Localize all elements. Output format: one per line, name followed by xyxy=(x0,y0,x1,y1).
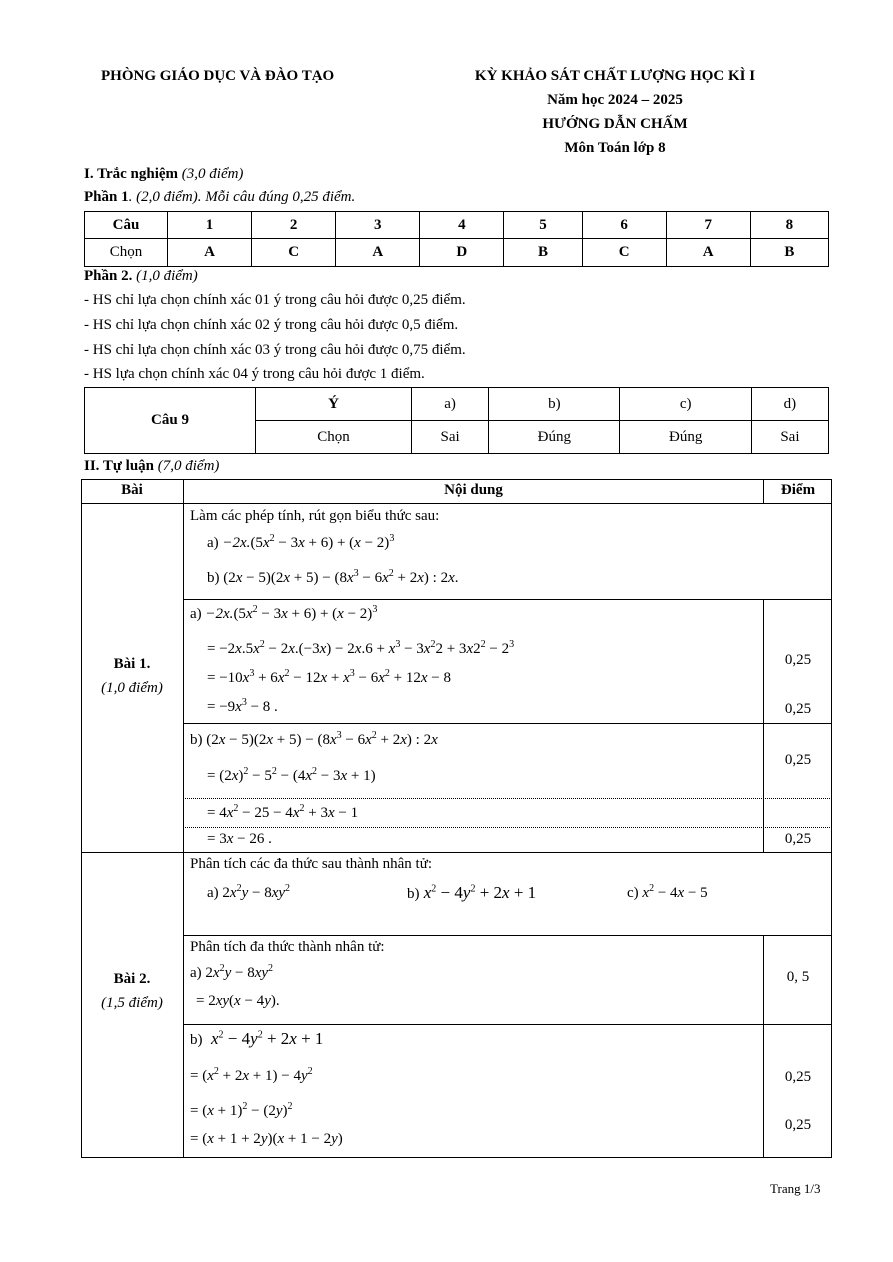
bai1-problem-b: b) $(2x - 5)(2x + 5) - (8x^3 - 6x^2 + 2x)$ : 2x. xyxy=(207,568,459,586)
bai2-sol-b-1: b) $x^2 - 4y^2 + 2x + 1$ xyxy=(190,1029,324,1048)
score-cell: 0,25 xyxy=(784,752,812,768)
bai2-problem-c: c) $x^2 - 4x - 5$ xyxy=(627,883,708,901)
part1-answer-table xyxy=(84,211,829,267)
divider xyxy=(81,852,832,853)
bai1-problem-a: $a) -2x.(5x^2 - 3x + 6) + (x - 2)^3$ xyxy=(207,533,395,551)
rule-line: - HS lựa chọn chính xác 04 ý trong câu hỏi được 1 điểm. xyxy=(84,366,425,382)
rule-line: - HS chỉ lựa chọn chính xác 03 ý trong câu hỏi được 0,75 điểm. xyxy=(84,342,466,358)
divider xyxy=(183,479,184,1158)
question-number: 6 xyxy=(582,212,666,239)
q9-chon-label: Chọn xyxy=(256,421,412,454)
divider xyxy=(183,1024,832,1025)
bai1-score: (1,0 điểm) xyxy=(101,680,163,696)
bai2-intro: Phân tích các đa thức sau thành nhân tử: xyxy=(190,856,433,872)
q9-item: b) xyxy=(489,388,620,421)
part2-title: II. Tự luận (7,0 điểm) xyxy=(84,458,220,474)
bai1-sol-a-1: $a) -2x.(5x^2 - 3x + 6) + (x - 2)^3$ xyxy=(190,604,378,622)
answer-cell: C xyxy=(252,239,336,267)
row-label-chon: Chọn xyxy=(85,239,168,267)
score-cell: 0,25 xyxy=(784,831,812,847)
col-diem-header: Điểm xyxy=(780,482,816,498)
bai1-sol-b-2: = $(2x)^2 - 5^2 - (4x^2 - 3x + 1)$ xyxy=(207,766,376,784)
page-number: Trang 1/3 xyxy=(770,1181,821,1196)
answer-cell: D xyxy=(420,239,504,267)
bai1-sol-b-1: b) $(2x - 5)(2x + 5) - (8x^3 - 6x^2 + 2x)$ : 2x xyxy=(190,730,438,748)
bai1-sol-b-3: = $4x^2 - 25 - 4x^2 + 3x - 1$ xyxy=(207,803,359,821)
bai2-sol-a-2: = 2xy(x − 4y). xyxy=(196,993,280,1009)
header-subject: Môn Toán lớp 8 xyxy=(564,140,666,156)
q9-answer: Đúng xyxy=(620,421,751,454)
q9-answer: Đúng xyxy=(489,421,620,454)
divider xyxy=(763,600,764,852)
question-number: 5 xyxy=(504,212,582,239)
question-number: 3 xyxy=(336,212,420,239)
q9-answer: Sai xyxy=(412,421,489,454)
score-cell: 0,25 xyxy=(784,1117,812,1133)
score-cell: 0, 5 xyxy=(786,969,810,985)
divider xyxy=(81,503,832,504)
bai2-problem-b: b) $x^2 - 4y^2 + 2x + 1$ xyxy=(407,883,537,902)
rule-line: - HS chỉ lựa chọn chính xác 01 ý trong câu hỏi được 0,25 điểm. xyxy=(84,292,466,308)
answer-cell: A xyxy=(666,239,750,267)
row-label-cau: Câu xyxy=(85,212,168,239)
answer-cell: A xyxy=(168,239,252,267)
bai2-sol-b-3: = $(x + 1)^2 - (2y)^2$ xyxy=(190,1101,293,1119)
divider xyxy=(763,479,764,504)
col-bai-header: Bài xyxy=(121,482,143,498)
score-cell: 0,25 xyxy=(784,652,812,668)
bai2-sol-a-1: a) $2x^2y - 8xy^2$ xyxy=(190,963,274,981)
q9-y-header: Ý xyxy=(256,388,412,421)
divider xyxy=(183,723,832,724)
answer-cell: C xyxy=(582,239,666,267)
question-number: 7 xyxy=(666,212,750,239)
bai2-intro2: Phân tích đa thức thành nhân tử: xyxy=(190,939,385,955)
q9-label: Câu 9 xyxy=(85,388,256,454)
question-number: 1 xyxy=(168,212,252,239)
rule-line: - HS chỉ lựa chọn chính xác 02 ý trong câu hỏi được 0,5 điểm. xyxy=(84,317,459,333)
header-school-year: Năm học 2024 – 2025 xyxy=(547,92,683,108)
part1-sub1: Phần 1. (2,0 điểm). Mỗi câu đúng 0,25 điểm. xyxy=(84,189,356,205)
question-number: 8 xyxy=(750,212,828,239)
bai2-sol-b-4: = (x + 1 + 2y)(x + 1 − 2y) xyxy=(190,1131,343,1147)
bai2-problem-a: a) $2x^2y - 8xy^2$ xyxy=(207,883,291,901)
divider xyxy=(183,599,832,600)
bai2-score: (1,5 điểm) xyxy=(101,995,163,1011)
q9-item: a) xyxy=(412,388,489,421)
part1-sub2: Phần 2. (1,0 điểm) xyxy=(84,268,198,284)
part1-title: I. Trắc nghiệm (3,0 điểm) xyxy=(84,166,244,182)
bai2-sol-b-2: = $(x^2 + 2x + 1) - 4y^2$ xyxy=(190,1066,313,1084)
divider xyxy=(183,827,832,828)
bai1-sol-b-4: = 3x − 26 . xyxy=(207,831,272,847)
score-cell: 0,25 xyxy=(784,701,812,717)
header-exam-title: KỲ KHẢO SÁT CHẤT LƯỢNG HỌC KÌ I xyxy=(474,68,756,84)
answer-cell: A xyxy=(336,239,420,267)
answer-cell: B xyxy=(504,239,582,267)
divider xyxy=(183,935,832,936)
bai1-label: Bài 1. xyxy=(113,656,151,672)
q9-table xyxy=(84,387,829,454)
header-left: PHÒNG GIÁO DỤC VÀ ĐÀO TẠO xyxy=(101,68,335,84)
bai1-sol-a-4: = $-9x^3 - 8$ . xyxy=(207,697,278,715)
score-cell: 0,25 xyxy=(784,1069,812,1085)
bai1-sol-a-3: = $-10x^3 + 6x^2 - 12x + x^3 - 6x^2 + 12x - 8$ xyxy=(207,668,452,686)
bai1-intro: Làm các phép tính, rút gọn biểu thức sau: xyxy=(190,508,440,524)
question-number: 2 xyxy=(252,212,336,239)
bai1-sol-a-2: = $-2x.5x^2 - 2x.(-3x) - 2x.6 + x^3 - 3x^22 + 3x2^2 - 2^3$ xyxy=(207,639,515,657)
q9-item: c) xyxy=(620,388,751,421)
header-guide-title: HƯỚNG DẪN CHẤM xyxy=(542,116,688,132)
question-number: 4 xyxy=(420,212,504,239)
q9-item: d) xyxy=(751,388,828,421)
bai2-label: Bài 2. xyxy=(113,971,151,987)
col-noidung-header: Nội dung xyxy=(444,482,503,498)
divider xyxy=(183,798,832,799)
q9-answer: Sai xyxy=(751,421,828,454)
answer-cell: B xyxy=(750,239,828,267)
